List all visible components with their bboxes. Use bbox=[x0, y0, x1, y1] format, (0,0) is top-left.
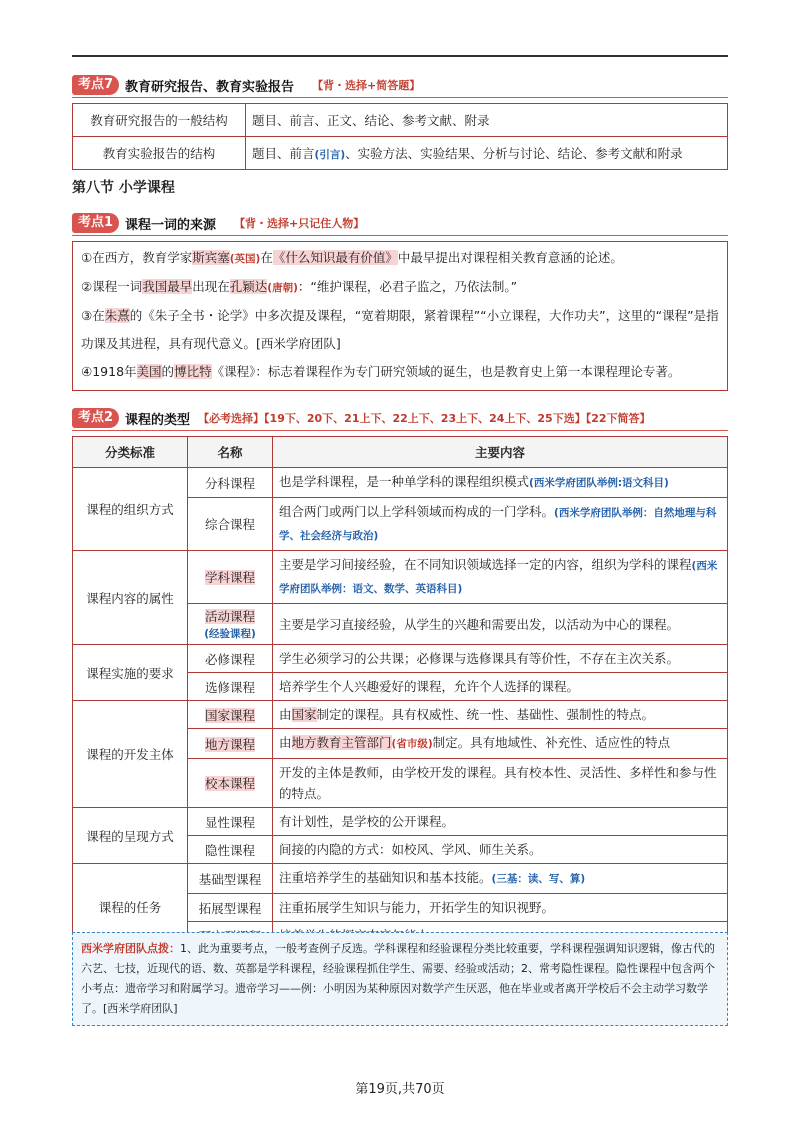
kd7-row2-label: 教育实验报告的结构 bbox=[73, 137, 246, 170]
kd7-header bbox=[72, 74, 420, 96]
name-cell: 基础型课程 bbox=[188, 864, 273, 894]
kd2-badge: 考点2 bbox=[72, 408, 119, 428]
content-cell: 注重拓展学生知识与能力，开拓学生的知识视野。 bbox=[273, 894, 728, 922]
content-cell: 由地方教育主管部门(省市级)制定。具有地域性、补充性、适应性的特点 bbox=[273, 729, 728, 759]
table-row bbox=[73, 551, 728, 604]
kd1-para1: ①在西方，教育学家斯宾塞(英国)在《什么知识最有价值》中最早提出对课程相关教育意涵的论述。 bbox=[81, 250, 623, 265]
kd7-row1-value: 题目、前言、正文、结论、参考文献、附录 bbox=[246, 104, 728, 137]
name-cell: 学科课程 bbox=[188, 551, 273, 604]
name-cell: 地方课程 bbox=[188, 729, 273, 759]
name-cell: 综合课程 bbox=[188, 498, 273, 551]
col-header-content: 主要内容 bbox=[273, 437, 728, 468]
table-row bbox=[73, 137, 728, 170]
content-cell: 间接的内隐的方式：如校风、学风、师生关系。 bbox=[273, 836, 728, 864]
name-cell: 拓展型课程 bbox=[188, 894, 273, 922]
category-cell: 课程内容的属性 bbox=[73, 551, 188, 645]
kd7-row1-label: 教育研究报告的一般结构 bbox=[73, 104, 246, 137]
kd7-row2-value: 题目、前言(引言)、实验方法、实验结果、分析与讨论、结论、参考文献和附录 bbox=[246, 137, 728, 170]
content-cell: 主要是学习直接经验，从学生的兴趣和需要出发，以活动为中心的课程。 bbox=[273, 604, 728, 645]
kd1-note: 【背・选择+只记住人物】 bbox=[234, 217, 365, 230]
kd1-para3: ③在朱熹的《朱子全书・论学》中多次提及课程，“宽着期限，紧着课程”“小立课程，大作功夫”，这里的“课程”是指功课及其进程，具有现代意义。[西米学府团队] bbox=[81, 308, 719, 351]
tip-body: 1、此为重要考点，一般考查例子反选。学科课程和经验课程分类比较重要，学科课程强调知识逻辑，像古代的六艺、七技，近现代的语、数、英都是学科课程，经验课程抓住学生、需要、经验或活动；2、常考隐性课程。隐性课程中包含两个小考点：遗帝学习和附属学习。遗帝学习——例：小明因为某种原因对数学产生厌恶，他在毕业或者离开学校后不会主动学习数学了。[西米学府团队] bbox=[81, 942, 715, 1015]
category-cell: 课程的组织方式 bbox=[73, 468, 188, 551]
content-cell: 有计划性，是学校的公开课程。 bbox=[273, 808, 728, 836]
content-cell: 组合两门或两门以上学科领域而构成的一门学科。(西米学府团队举例：自然地理与科学、社会经济与政治) bbox=[273, 498, 728, 551]
kd1-title: 课程一词的来源 bbox=[125, 217, 217, 233]
content-cell: 注重培养学生的基础知识和基本技能。(三基：读、写、算) bbox=[273, 864, 728, 894]
name-cell: 分科课程 bbox=[188, 468, 273, 498]
category-cell: 课程的开发主体 bbox=[73, 701, 188, 808]
tip-lead: 西米学府团队点拨： bbox=[81, 942, 180, 955]
name-cell: 显性课程 bbox=[188, 808, 273, 836]
content-cell: 也是学科课程，是一种单学科的课程组织模式(西米学府团队举例:语文科目) bbox=[273, 468, 728, 498]
table-row bbox=[73, 645, 728, 673]
top-rule bbox=[72, 55, 728, 57]
content-cell: 培养学生个人兴趣爱好的课程，允许个人选择的课程。 bbox=[273, 673, 728, 701]
kd7-badge: 考点7 bbox=[72, 75, 119, 95]
page-number: 第19页,共70页 bbox=[355, 1082, 445, 1097]
name-cell: 校本课程 bbox=[188, 759, 273, 808]
kd1-box bbox=[72, 241, 728, 391]
name-cell: 选修课程 bbox=[188, 673, 273, 701]
section-title: 第八节 小学课程 bbox=[72, 180, 175, 196]
name-cell: 必修课程 bbox=[188, 645, 273, 673]
category-cell: 课程的呈现方式 bbox=[73, 808, 188, 864]
category-cell: 课程的任务 bbox=[73, 864, 188, 950]
kd2-title: 课程的类型 bbox=[125, 412, 191, 428]
content-cell: 主要是学习间接经验，在不同知识领域选择一定的内容，组织为学科的课程(西米学府团队举例：语文、数学、英语科目) bbox=[273, 551, 728, 604]
kd1-para2: ②课程一词我国最早出现在孔颖达(唐朝)：“维护课程，必君子监之，乃依法制。” bbox=[81, 279, 518, 294]
kd1-badge: 考点1 bbox=[72, 213, 119, 233]
kd2-note: 【必考选择】【19下、20下、21上下、22上下、23上下、24上下、25下选】【22下简答】 bbox=[198, 412, 651, 425]
col-header-name: 名称 bbox=[188, 437, 273, 468]
kd2-rule bbox=[72, 430, 728, 431]
content-cell: 学生必须学习的公共课；必修课与选修课具有等价性，不存在主次关系。 bbox=[273, 645, 728, 673]
kd1-rule bbox=[72, 235, 728, 236]
content-cell: 由国家制定的课程。具有权威性、统一性、基础性、强制性的特点。 bbox=[273, 701, 728, 729]
table-row bbox=[73, 468, 728, 498]
kd7-table bbox=[72, 103, 728, 170]
table-header-row bbox=[73, 437, 728, 468]
kd1-para4: ④1918年美国的博比特《课程》：标志着课程作为专门研究领域的诞生，也是教育史上第一本课程理论专著。 bbox=[81, 364, 681, 379]
table-row bbox=[73, 701, 728, 729]
tip-box bbox=[72, 932, 728, 1026]
name-cell: 隐性课程 bbox=[188, 836, 273, 864]
content-cell: 开发的主体是教师，由学校开发的课程。具有校本性、灵活性、多样性和参与性的特点。 bbox=[273, 759, 728, 808]
table-row bbox=[73, 104, 728, 137]
name-cell: 活动课程 (经验课程) bbox=[188, 604, 273, 645]
kd7-title: 教育研究报告、教育实验报告 bbox=[125, 79, 295, 95]
kd7-rule bbox=[72, 97, 728, 98]
name-cell: 国家课程 bbox=[188, 701, 273, 729]
kd1-header bbox=[72, 212, 364, 234]
table-row bbox=[73, 864, 728, 894]
category-cell: 课程实施的要求 bbox=[73, 645, 188, 701]
table-row bbox=[73, 808, 728, 836]
kd2-header bbox=[72, 407, 651, 429]
kd2-table bbox=[72, 436, 728, 950]
kd7-note: 【背・选择+简答题】 bbox=[312, 79, 421, 92]
col-header-category: 分类标准 bbox=[73, 437, 188, 468]
